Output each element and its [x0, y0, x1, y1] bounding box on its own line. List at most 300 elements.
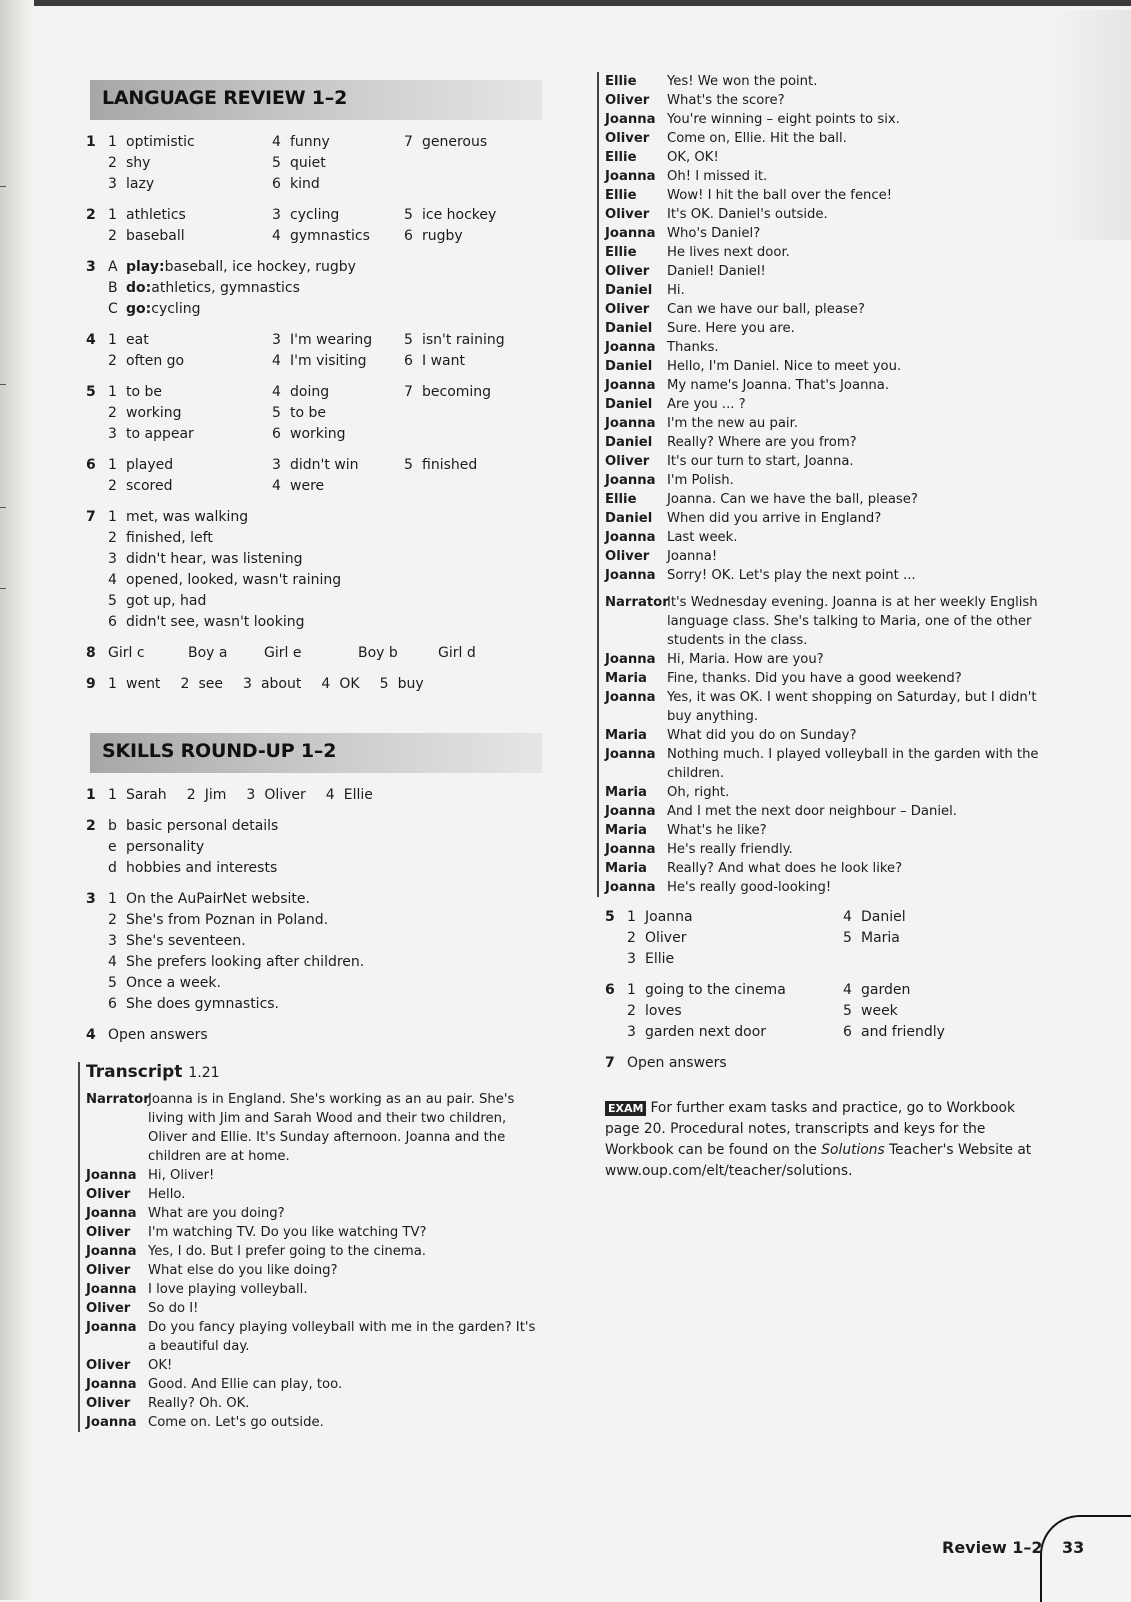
item-text: cycling — [151, 301, 201, 317]
item-number: 3 — [108, 426, 117, 442]
transcript-line — [605, 840, 1060, 859]
speaker-name: Joanna — [605, 169, 656, 184]
item-number: 6 — [272, 426, 281, 442]
answer-item — [321, 674, 359, 695]
speech-text: He's really friendly. — [667, 842, 793, 857]
item-text: I'm wearing — [290, 332, 373, 348]
item-number: 4 — [108, 572, 117, 588]
speech-text: Sorry! OK. Let's play the next point ... — [667, 568, 916, 583]
item-number: 5 — [272, 155, 281, 171]
speaker-name: Joanna — [605, 690, 656, 705]
answer-item — [627, 907, 843, 928]
item-text: athletics — [126, 207, 186, 223]
answer-item — [272, 476, 404, 497]
item-text: didn't hear, was listening — [126, 551, 303, 567]
transcript-heading — [86, 1062, 546, 1084]
speaker-name: Joanna — [86, 1377, 137, 1392]
speech-text: What are you doing? — [148, 1206, 285, 1221]
answer-row — [108, 549, 546, 570]
answer-row — [108, 455, 546, 476]
sr-exercise-2 — [86, 816, 546, 879]
exam-text-2: Teacher's Website at www.oup.com/elt/teacher/solutions. — [605, 1142, 1032, 1179]
answer-row — [108, 591, 546, 612]
item-number: 1 — [108, 509, 117, 525]
speaker-name: Ellie — [605, 245, 637, 260]
transcript-line — [86, 1185, 546, 1204]
speaker-name: Joanna — [605, 112, 656, 127]
answer-row — [108, 351, 546, 372]
transcript-line — [605, 148, 1060, 167]
answer-row — [627, 928, 1060, 949]
exercise-number: 9 — [86, 676, 96, 692]
exam-text-italic: Solutions — [821, 1142, 885, 1158]
item-text: hobbies and interests — [126, 860, 278, 876]
speech-text: Really? Oh. OK. — [148, 1396, 250, 1411]
speech-text: Do you fancy playing volleyball with me in the garden? It's a beautiful day. — [148, 1320, 536, 1354]
transcript-line — [605, 878, 1060, 897]
transcript-line — [605, 338, 1060, 357]
answer-item — [326, 785, 373, 806]
speaker-name: Narrator — [605, 595, 669, 610]
speech-text: Come on, Ellie. Hit the ball. — [667, 131, 847, 146]
speech-text: Wow! I hit the ball over the fence! — [667, 188, 893, 203]
item-number: 1 — [108, 457, 117, 473]
exercise-number: 2 — [86, 207, 96, 223]
answer-row — [108, 785, 546, 806]
exercise-number: 3 — [86, 891, 96, 907]
answer-row — [108, 132, 546, 153]
transcript-line — [86, 1299, 546, 1318]
item-number: 2 — [108, 912, 117, 928]
item-text: rugby — [422, 228, 463, 244]
item-text: to appear — [126, 426, 194, 442]
item-number: 2 — [108, 478, 117, 494]
answer-row — [108, 257, 546, 278]
speaker-name: Joanna — [605, 340, 656, 355]
speaker-name: Ellie — [605, 74, 637, 89]
speech-text: Joanna! — [667, 549, 718, 564]
speaker-name: Joanna — [86, 1320, 137, 1335]
item-text: got up, had — [126, 593, 207, 609]
answer-row — [108, 403, 546, 424]
speech-text: It's Wednesday evening. Joanna is at her weekly English language class. She's talking to Maria, one of the other students in the class. — [667, 595, 1038, 648]
item-text: Ellie — [645, 951, 675, 967]
answer-item — [272, 424, 404, 445]
item-text: becoming — [422, 384, 492, 400]
transcript-line — [605, 566, 1060, 585]
answer-item — [843, 907, 1059, 928]
answer-row — [108, 476, 546, 497]
transcript-line — [605, 72, 1060, 91]
item-text: Daniel — [861, 909, 906, 925]
answer-item — [404, 382, 544, 403]
speaker-name: Joanna — [605, 378, 656, 393]
answer-item — [108, 403, 272, 424]
item-number: 2 — [627, 930, 636, 946]
item-text: gymnastics — [290, 228, 370, 244]
item-text: OK — [339, 676, 360, 692]
speaker-name: Joanna — [605, 747, 656, 762]
speech-text: You're winning – eight points to six. — [667, 112, 900, 127]
speaker-name: Oliver — [605, 93, 650, 108]
exam-text-1: For further exam tasks and practice, go to Workbook page 20. Procedural notes, transcripts and keys for the Workbook can be found on the — [605, 1100, 1015, 1158]
transcript-line — [605, 593, 1060, 650]
transcript-line — [605, 205, 1060, 224]
item-number: 1 — [627, 982, 636, 998]
speaker-name: Joanna — [605, 416, 656, 431]
transcript-line — [605, 688, 1060, 726]
answer-item — [404, 330, 544, 351]
item-text: to be — [290, 405, 327, 421]
open-answers-text: Open answers — [627, 1055, 727, 1071]
item-text: working — [126, 405, 182, 421]
transcript-line — [605, 262, 1060, 281]
margin-mark — [0, 507, 6, 508]
item-text: Jim — [204, 787, 227, 803]
answer-row — [108, 226, 546, 247]
answer-item — [187, 785, 227, 806]
item-text: played — [126, 457, 174, 473]
answer-item — [108, 153, 272, 174]
transcript-line — [86, 1090, 546, 1166]
answer-item — [180, 674, 223, 695]
item-number: 4 — [325, 787, 335, 803]
speech-text: I'm Polish. — [667, 473, 734, 488]
top-edge — [0, 0, 1131, 6]
speech-text: Oh, right. — [667, 785, 730, 800]
item-text: Oliver — [645, 930, 687, 946]
answer-item — [272, 174, 404, 195]
speech-text: What else do you like doing? — [148, 1263, 338, 1278]
transcript-line — [605, 802, 1060, 821]
item-text: buy — [397, 676, 424, 692]
item-text: I want — [422, 353, 465, 369]
transcript-line — [86, 1356, 546, 1375]
speaker-name: Oliver — [86, 1225, 131, 1240]
transcript-lines — [86, 1090, 546, 1432]
item-number: 6 — [108, 996, 117, 1012]
speaker-name: Oliver — [605, 264, 650, 279]
speech-text: Joanna is in England. She's working as an au pair. She's living with Jim and Sarah Wood and their two children, Oliver and Ellie. It's Sunday afternoon. Joanna and the children are at home. — [148, 1092, 515, 1164]
answer-item — [108, 973, 221, 994]
item-number: 5 — [379, 676, 389, 692]
item-text: basic personal details — [126, 818, 279, 834]
lr-exercise-8 — [86, 643, 546, 664]
speech-text: Hi, Oliver! — [148, 1168, 215, 1183]
speech-text: Fine, thanks. Did you have a good weekend? — [667, 671, 962, 686]
speech-text: Hi, Maria. How are you? — [667, 652, 824, 667]
speech-text: It's our turn to start, Joanna. — [667, 454, 854, 469]
page-tab-curve — [1040, 1515, 1131, 1602]
speaker-name: Joanna — [605, 226, 656, 241]
page-edge-shadow — [1050, 10, 1131, 240]
answer-item — [404, 226, 544, 247]
answer-item — [108, 674, 160, 695]
speech-text: Daniel! Daniel! — [667, 264, 766, 279]
answer-row — [627, 980, 1060, 1001]
footer-label: Review 1–2 — [942, 1538, 1043, 1557]
answer-row — [108, 910, 546, 931]
answer-row — [108, 174, 546, 195]
item-number: 4 — [272, 353, 281, 369]
answer-item — [108, 570, 341, 591]
speaker-name: Joanna — [605, 652, 656, 667]
sr-exercise-1 — [86, 785, 546, 806]
speaker-name: Ellie — [605, 188, 637, 203]
answer-item — [108, 591, 206, 612]
r-exercise-5 — [605, 907, 1060, 970]
answer-item — [108, 278, 300, 299]
margin-mark — [0, 186, 6, 187]
speaker-name: Oliver — [86, 1301, 131, 1316]
speech-text: Hi. — [667, 283, 685, 298]
item-text: were — [290, 478, 325, 494]
exercise-number: 8 — [86, 645, 96, 661]
answer-item — [843, 980, 1059, 1001]
transcript-line — [605, 319, 1060, 338]
item-number: 5 — [843, 930, 852, 946]
item-number: A — [108, 259, 118, 275]
left-column — [86, 80, 546, 1432]
item-number: 1 — [108, 134, 117, 150]
item-text: didn't see, wasn't looking — [126, 614, 305, 630]
answer-row — [108, 973, 546, 994]
answer-item — [108, 816, 278, 837]
skills-roundup-title: SKILLS ROUND-UP 1–2 — [102, 740, 337, 762]
item-number: 4 — [843, 982, 852, 998]
speaker-name: Joanna — [605, 530, 656, 545]
speech-text: So do I! — [148, 1301, 199, 1316]
item-number: 2 — [180, 676, 190, 692]
item-number: C — [108, 301, 118, 317]
book-spine-shadow — [0, 0, 34, 1600]
item-number: 4 — [272, 478, 281, 494]
answer-item — [108, 837, 204, 858]
item-number: 2 — [108, 228, 117, 244]
item-key: do: — [126, 280, 152, 296]
item-number: 3 — [108, 551, 117, 567]
sr-exercise-4 — [86, 1025, 546, 1046]
transcript-line — [605, 669, 1060, 688]
answer-item — [272, 153, 404, 174]
transcript-number: 1.21 — [188, 1065, 220, 1081]
item-number: 6 — [272, 176, 281, 192]
answer-item — [108, 528, 213, 549]
answer-row — [108, 424, 546, 445]
item-text: funny — [290, 134, 330, 150]
speaker-name: Oliver — [605, 207, 650, 222]
item-key: play: — [126, 259, 165, 275]
item-text: Once a week. — [126, 975, 221, 991]
speaker-name: Joanna — [605, 568, 656, 583]
answer-row — [108, 816, 546, 837]
transcript-line — [605, 224, 1060, 243]
lr-exercise-4 — [86, 330, 546, 372]
item-number: 1 — [108, 787, 117, 803]
exercise-number: 3 — [86, 259, 96, 275]
exercise-number: 4 — [86, 1027, 96, 1043]
lr-exercise-6 — [86, 455, 546, 497]
exercise-number: 6 — [86, 457, 96, 473]
transcript-line — [86, 1223, 546, 1242]
item-number: 5 — [843, 1003, 852, 1019]
transcript-line — [605, 745, 1060, 783]
speech-text: Yes! We won the point. — [667, 74, 818, 89]
answer-item — [843, 928, 1059, 949]
speech-text: Hello, I'm Daniel. Nice to meet you. — [667, 359, 902, 374]
item-number: 3 — [108, 176, 117, 192]
answer-item — [108, 507, 248, 528]
item-text: lazy — [126, 176, 155, 192]
speaker-name: Daniel — [605, 435, 653, 450]
lr-exercise-9 — [86, 674, 546, 695]
item-text: On the AuPairNet website. — [126, 891, 310, 907]
answer-item — [627, 1001, 843, 1022]
dialogue-part-2 — [605, 593, 1060, 897]
item-text: going to the cinema — [645, 982, 786, 998]
item-text: quiet — [290, 155, 326, 171]
transcript-line — [605, 433, 1060, 452]
item-number: 1 — [627, 909, 636, 925]
transcript-line — [86, 1280, 546, 1299]
speech-text: He's really good-looking! — [667, 880, 832, 895]
item-text: to be — [126, 384, 163, 400]
answer-row — [627, 1001, 1060, 1022]
item-number: 5 — [108, 593, 117, 609]
page-number: 33 — [1062, 1538, 1085, 1557]
speech-text: I'm the new au pair. — [667, 416, 798, 431]
speaker-name: Joanna — [86, 1415, 137, 1430]
item-number: 2 — [108, 405, 117, 421]
answer-item — [380, 674, 424, 695]
speaker-name: Maria — [605, 728, 647, 743]
item-text: finished, left — [126, 530, 213, 546]
item-number: 5 — [404, 332, 413, 348]
speech-text: It's OK. Daniel's outside. — [667, 207, 828, 222]
item-text: see — [198, 676, 223, 692]
answer-item — [108, 257, 356, 278]
item-number: 3 — [627, 1024, 636, 1040]
answer-item — [404, 351, 544, 372]
item-number: 5 — [404, 207, 413, 223]
item-number: 6 — [404, 353, 413, 369]
transcript-line — [605, 528, 1060, 547]
exam-tag: EXAM — [605, 1101, 646, 1116]
transcript-line — [605, 243, 1060, 262]
speaker-name: Maria — [605, 861, 647, 876]
answer-row — [108, 858, 546, 879]
speaker-name: Daniel — [605, 283, 653, 298]
item-key: go: — [126, 301, 152, 317]
speaker-name: Oliver — [86, 1396, 131, 1411]
speech-text: Are you ... ? — [667, 397, 746, 412]
answer-item — [108, 889, 310, 910]
answer-item — [108, 226, 272, 247]
speech-text: My name's Joanna. That's Joanna. — [667, 378, 890, 393]
transcript-line — [605, 376, 1060, 395]
item-text: ice hockey — [422, 207, 497, 223]
item-number: 1 — [108, 676, 117, 692]
speech-text: What did you do on Sunday? — [667, 728, 857, 743]
right-column — [605, 72, 1060, 1182]
speaker-name: Joanna — [605, 473, 656, 488]
speaker-name: Oliver — [605, 549, 650, 564]
answer-item — [843, 1022, 1059, 1043]
speech-text: Can we have our ball, please? — [667, 302, 865, 317]
answer-item: Girl c — [108, 645, 145, 661]
exercise-number: 1 — [86, 787, 96, 803]
item-text: I'm visiting — [290, 353, 367, 369]
transcript-line — [605, 300, 1060, 319]
answer-item — [108, 476, 272, 497]
answer-item — [108, 910, 328, 931]
lr-exercise-2 — [86, 205, 546, 247]
item-number: 1 — [108, 207, 117, 223]
item-number: 5 — [272, 405, 281, 421]
item-text: optimistic — [126, 134, 195, 150]
speech-text: When did you arrive in England? — [667, 511, 882, 526]
transcript-line — [605, 726, 1060, 745]
speaker-name: Narrator — [86, 1092, 150, 1107]
speech-text: OK, OK! — [667, 150, 719, 165]
answer-item — [108, 785, 167, 806]
answer-item: Boy b — [358, 645, 398, 661]
item-text: doing — [290, 384, 330, 400]
answer-row — [108, 570, 546, 591]
item-number: 6 — [108, 614, 117, 630]
speaker-name: Maria — [605, 785, 647, 800]
exam-note — [605, 1098, 1045, 1182]
transcript-line — [605, 490, 1060, 509]
speech-text: Come on. Let's go outside. — [148, 1415, 324, 1430]
item-text: Oliver — [264, 787, 306, 803]
transcript-line — [86, 1394, 546, 1413]
item-number: 4 — [272, 228, 281, 244]
answer-item — [272, 330, 404, 351]
transcript-line — [605, 395, 1060, 414]
speech-text: He lives next door. — [667, 245, 790, 260]
item-number: 1 — [108, 384, 117, 400]
answer-row — [108, 643, 546, 664]
answer-item: Girl e — [264, 645, 302, 661]
answer-row — [627, 1022, 1060, 1043]
speaker-name: Oliver — [86, 1358, 131, 1373]
transcript-title: Transcript — [86, 1062, 183, 1082]
item-number: 5 — [108, 975, 117, 991]
item-text: athletics, gymnastics — [151, 280, 300, 296]
speech-text: Really? And what does he look like? — [667, 861, 903, 876]
answer-item — [108, 994, 279, 1015]
answer-item — [404, 132, 544, 153]
item-text: scored — [126, 478, 173, 494]
speaker-name: Daniel — [605, 397, 653, 412]
speaker-name: Joanna — [605, 880, 656, 895]
skills-roundup-banner — [90, 733, 542, 773]
transcript-line — [605, 650, 1060, 669]
speaker-name: Oliver — [86, 1263, 131, 1278]
item-number: 2 — [186, 787, 196, 803]
item-number: 7 — [404, 134, 413, 150]
speech-text: Nothing much. I played volleyball in the garden with the children. — [667, 747, 1039, 781]
item-number: 4 — [321, 676, 331, 692]
speech-text: I'm watching TV. Do you like watching TV? — [148, 1225, 427, 1240]
speech-text: What's he like? — [667, 823, 767, 838]
item-number: d — [108, 860, 117, 876]
speech-text: Yes, I do. But I prefer going to the cinema. — [148, 1244, 426, 1259]
speaker-name: Joanna — [86, 1206, 137, 1221]
speaker-name: Oliver — [605, 454, 650, 469]
item-number: 3 — [246, 787, 256, 803]
